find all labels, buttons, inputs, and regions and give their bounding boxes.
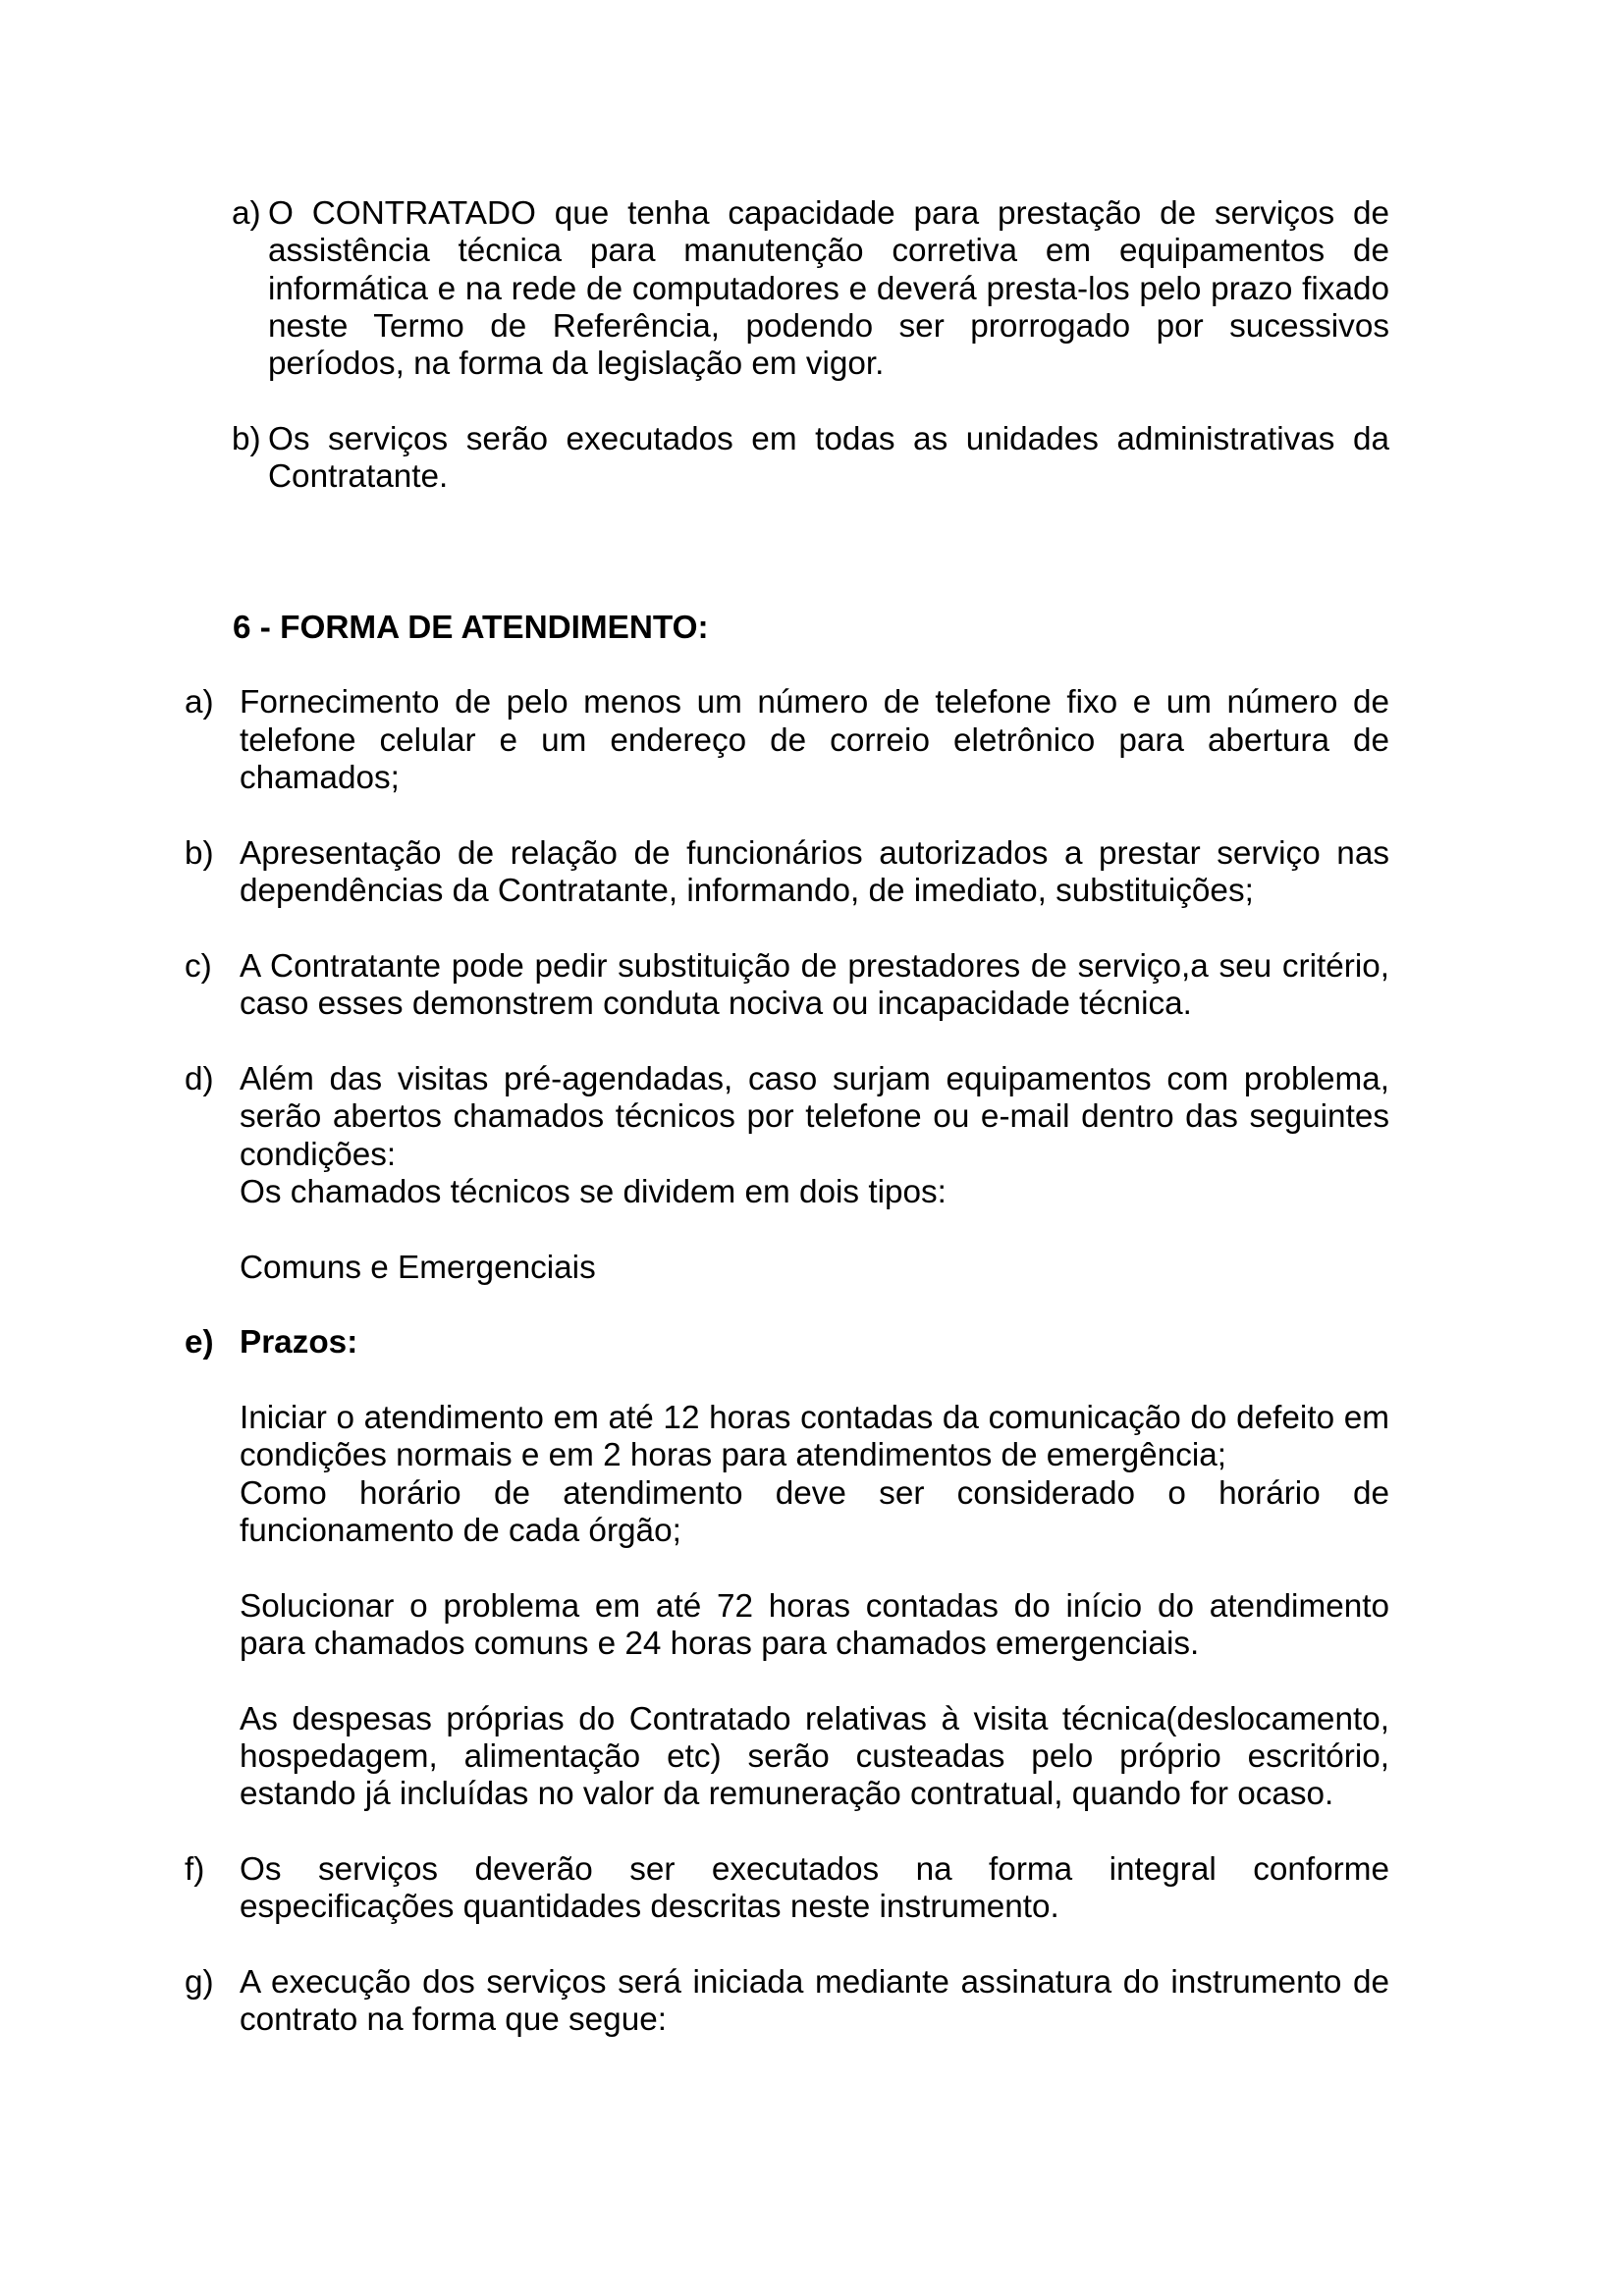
- item-text: Apresentação de relação de funcionários autorizados a prestar serviço nas dependências da Contratante, informando, de imediato, substituições;: [240, 834, 1389, 910]
- item-marker: b): [232, 421, 261, 458]
- item-text: Fornecimento de pelo menos um número de telefone fixo e um número de telefone celular e um endereço de correio eletrônico para abertura de chamados;: [240, 684, 1389, 797]
- section-item-d: [185, 1061, 1389, 1211]
- item-marker: g): [185, 1963, 214, 2001]
- section-item-g: [185, 1964, 1389, 2040]
- item-text: Prazos:: [240, 1324, 358, 1362]
- item-marker: b): [185, 834, 214, 872]
- prazos-paragraph-1: [240, 1400, 1389, 1550]
- item-extra-line: Os chamados técnicos se dividem em dois tipos:: [240, 1173, 947, 1210]
- intro-list-item-a: [232, 195, 1389, 384]
- paragraph-text: Iniciar o atendimento em até 12 horas contadas da comunicação do defeito em condições normais e em 2 horas para atendimentos de emergência;: [240, 1399, 1389, 1474]
- item-text: O CONTRATADO que tenha capacidade para prestação de serviços de assistência técnica para manutenção corretiva em equipamentos de informática e na rede de computadores e deverá presta-los pelo prazo fixado neste Termo de Referência, podendo ser prorrogado por sucessivos períodos, na forma da legislação em vigor.: [268, 195, 1389, 383]
- item-text: Os serviços serão executados em todas as unidades administrativas da Contratante.: [268, 421, 1389, 496]
- section-item-b: [185, 835, 1389, 911]
- item-marker: a): [232, 195, 261, 232]
- item-text: A Contratante pode pedir substituição de prestadores de serviço,a seu critério, caso esses demonstrem conduta nociva ou incapacidade técnica.: [240, 947, 1389, 1023]
- item-marker: e): [185, 1324, 214, 1362]
- item-marker: a): [185, 684, 214, 721]
- item-marker: d): [185, 1060, 214, 1097]
- standalone-line: Comuns e Emergenciais: [240, 1249, 596, 1286]
- section-item-c: [185, 948, 1389, 1024]
- intro-list-item-b: [232, 421, 1389, 497]
- prazos-paragraph-3: As despesas próprias do Contratado relativas à visita técnica(deslocamento, hospedagem, alimentação etc) serão custeadas pelo próprio escritório, estando já incluídas no valor da remuneração contratual, quando for ocaso.: [240, 1700, 1389, 1813]
- item-text: Os serviços deverão ser executados na forma integral conforme especificações quantidades descritas neste instrumento.: [240, 1850, 1389, 1926]
- prazos-paragraph-2: Solucionar o problema em até 72 horas contadas do início do atendimento para chamados comuns e 24 horas para chamados emergenciais.: [240, 1587, 1389, 1662]
- section-heading: 6 - FORMA DE ATENDIMENTO:: [233, 609, 709, 646]
- paragraph-text: Como horário de atendimento deve ser considerado o horário de funcionamento de cada órgão;: [240, 1474, 1389, 1549]
- item-marker: f): [185, 1850, 205, 1888]
- item-text: Além das visitas pré-agendadas, caso surjam equipamentos com problema, serão abertos chamados técnicos por telefone ou e-mail dentro das seguintes condições:: [240, 1060, 1389, 1173]
- section-item-f: [185, 1851, 1389, 1927]
- section-item-a: [185, 684, 1389, 797]
- item-text: A execução dos serviços será iniciada mediante assinatura do instrumento de contrato na forma que segue:: [240, 1963, 1389, 2039]
- item-marker: c): [185, 947, 212, 985]
- section-item-e: [185, 1324, 1389, 1362]
